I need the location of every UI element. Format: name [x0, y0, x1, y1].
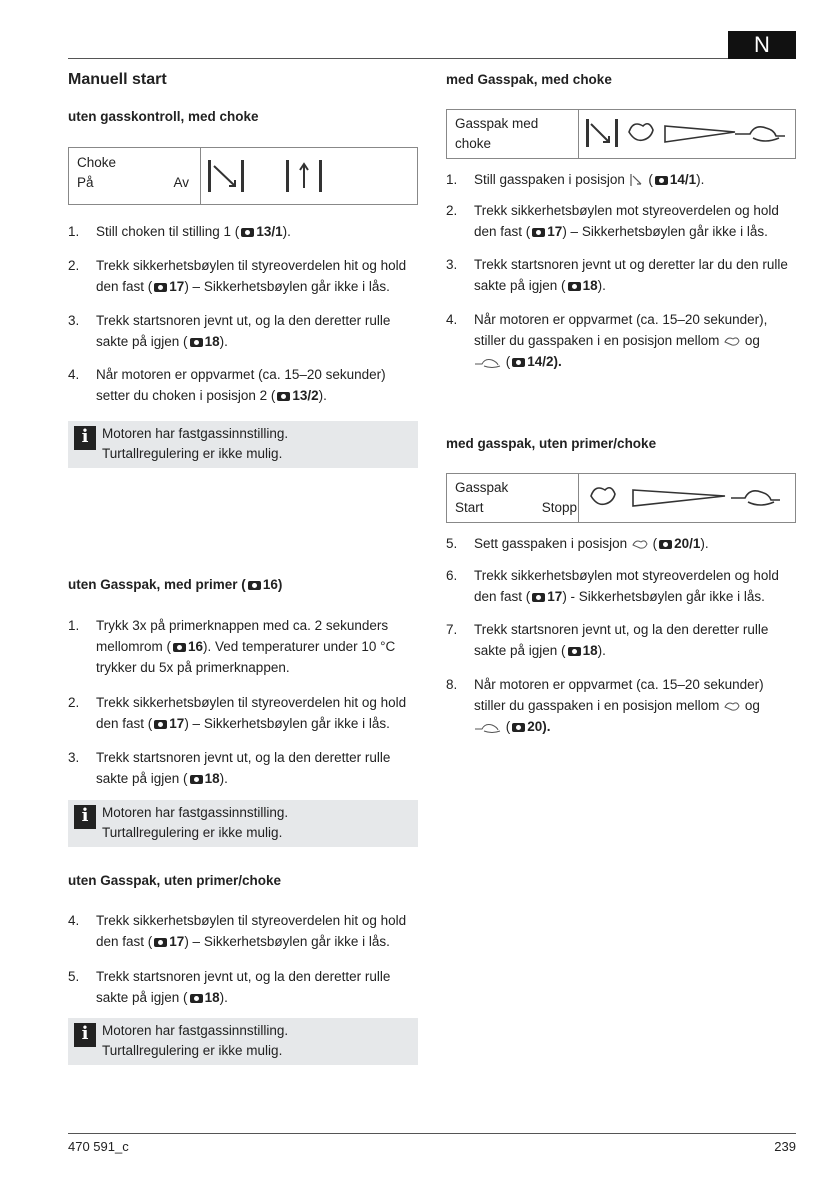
- header-rule: [68, 58, 728, 59]
- table-separator: [200, 148, 201, 204]
- choke-label: Choke: [77, 155, 117, 170]
- rabbit-icon: [631, 538, 649, 550]
- turtle-icon: [474, 721, 502, 733]
- footer-rule: [68, 1133, 796, 1134]
- choke-table: [68, 147, 418, 205]
- camera-icon: [512, 723, 525, 732]
- language-tab: N: [728, 31, 796, 59]
- section-heading-gasspak-choke: med Gasspak, med choke: [446, 72, 612, 87]
- choke-position-icon: [629, 173, 645, 187]
- info-note: i Motoren har fastgassinnstilling. Turtallregulering er ikke mulig.: [68, 1018, 418, 1065]
- gasspak-choke-table: Gasspak med choke: [446, 109, 796, 159]
- gasspak-table: Gasspak Start Stopp: [446, 473, 796, 523]
- choke-off-icon: [285, 156, 327, 196]
- camera-icon: [190, 338, 203, 347]
- camera-icon: [190, 775, 203, 784]
- info-icon: [74, 426, 96, 450]
- section-heading-no-primer: uten Gasspak, uten primer/choke: [68, 873, 282, 888]
- camera-icon: [241, 228, 254, 237]
- camera-icon: [248, 581, 261, 590]
- turtle-icon: [474, 356, 502, 368]
- camera-icon: [154, 938, 167, 947]
- camera-icon: [277, 392, 290, 401]
- camera-icon: [532, 228, 545, 237]
- rabbit-icon: [723, 335, 741, 347]
- camera-icon: [568, 282, 581, 291]
- throttle-scale-icon: [585, 116, 790, 152]
- info-note: i Motoren har fastgassinnstilling. Turtallregulering er ikke mulig.: [68, 421, 418, 468]
- section-heading-gasspak-no-primer: med gasspak, uten primer/choke: [446, 436, 657, 451]
- camera-icon: [190, 994, 203, 1003]
- page-number: 239: [774, 1139, 796, 1154]
- throttle-scale-icon: [585, 480, 785, 516]
- choke-off-label: Av: [173, 175, 189, 190]
- info-note: i Motoren har fastgassinnstilling. Turtallregulering er ikke mulig.: [68, 800, 418, 847]
- document-id: 470 591_c: [68, 1139, 129, 1154]
- camera-icon: [512, 358, 525, 367]
- camera-icon: [655, 176, 668, 185]
- info-icon: [74, 1023, 96, 1047]
- section-heading-gasskontroll: uten gasskontroll, med choke: [68, 109, 259, 124]
- camera-icon: [659, 540, 672, 549]
- camera-icon: [568, 647, 581, 656]
- camera-icon: [154, 283, 167, 292]
- section-heading-primer: uten Gasspak, med primer ( 16): [68, 577, 283, 592]
- choke-on-label: På: [77, 175, 94, 190]
- choke-table-labels: [77, 153, 189, 193]
- camera-icon: [154, 720, 167, 729]
- camera-icon: [173, 643, 186, 652]
- camera-icon: [532, 593, 545, 602]
- rabbit-icon: [723, 700, 741, 712]
- page-title: Manuell start: [68, 71, 167, 88]
- info-icon: [74, 805, 96, 829]
- choke-on-icon: [207, 156, 249, 196]
